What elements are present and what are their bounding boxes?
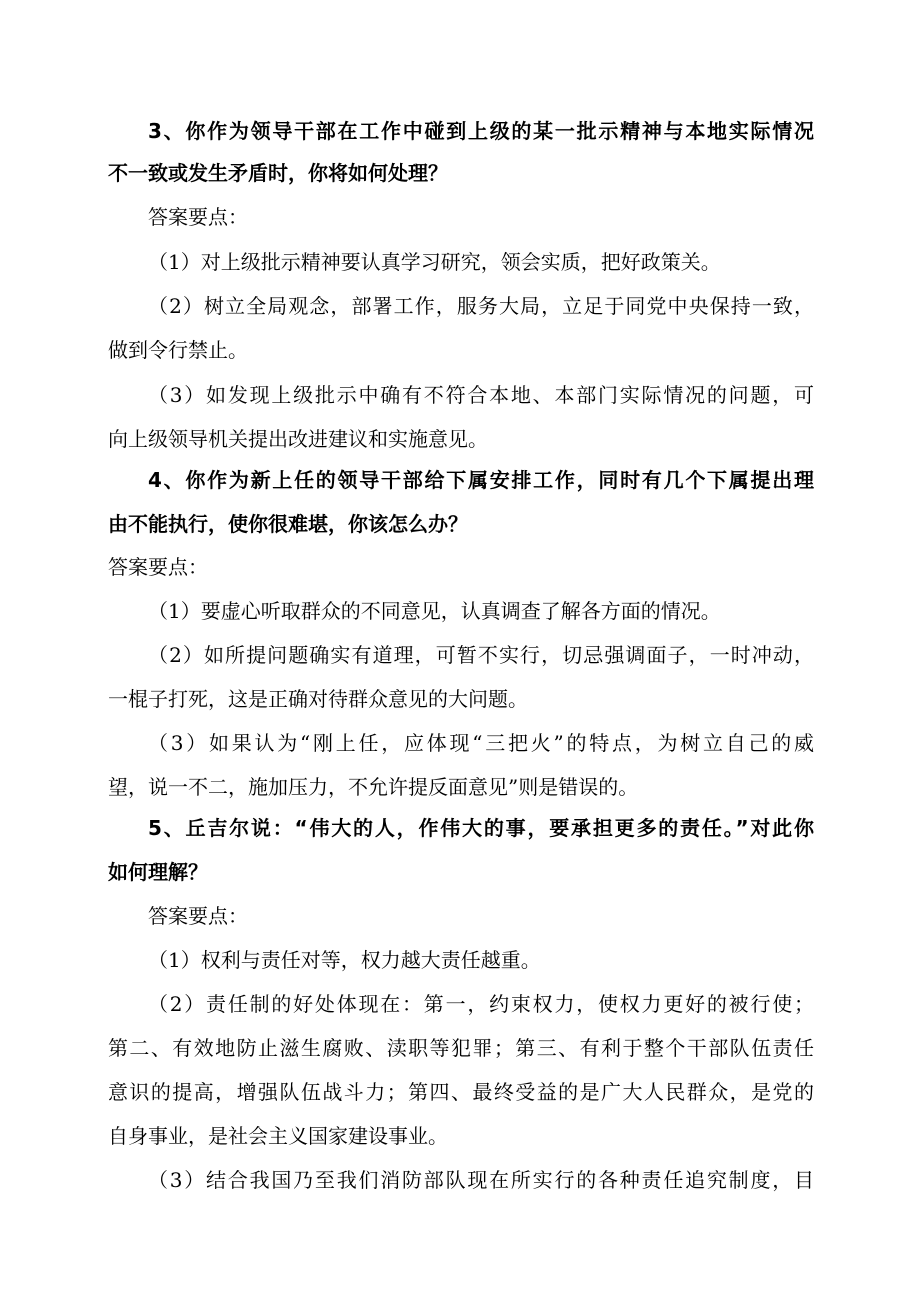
answer-label-5: 答案要点： bbox=[148, 904, 248, 928]
question-3-line-2: 不一致或发生矛盾时，你将如何处理？ bbox=[108, 161, 448, 185]
q4-point-3-line-2: 望，说一不二，施加压力，不允许提反面意见”则是错误的。 bbox=[108, 775, 639, 799]
q5-point-2-line-4: 自身事业，是社会主义国家建设事业。 bbox=[108, 1124, 448, 1148]
q3-point-3-line-1: （3）如发现上级批示中确有不符合本地、本部门实际情况的问题，可 bbox=[148, 383, 814, 407]
q4-point-2-line-1: （2）如所提问题确实有道理，可暂不实行，切忌强调面子，一时冲动， bbox=[148, 643, 814, 667]
q3-point-2-line-2: 做到令行禁止。 bbox=[108, 338, 248, 362]
q4-point-1: （1）要虚心听取群众的不同意见，认真调查了解各方面的情况。 bbox=[148, 599, 721, 623]
q5-point-3-line-1: （3）结合我国乃至我们消防部队现在所实行的各种责任追究制度，目 bbox=[148, 1168, 814, 1192]
answer-label-3: 答案要点： bbox=[148, 205, 248, 229]
q4-point-2-line-2: 一棍子打死，这是正确对待群众意见的大问题。 bbox=[108, 687, 528, 711]
q4-point-3-line-1: （3）如果认为“刚上任，应体现“三把火”的特点，为树立自己的威 bbox=[148, 731, 814, 755]
q3-point-2-line-1: （2）树立全局观念，部署工作，服务大局，立足于同党中央保持一致， bbox=[148, 294, 814, 318]
question-5-line-1: 5、丘吉尔说：“伟大的人，作伟大的事，要承担更多的责任。”对此你 bbox=[148, 816, 814, 840]
question-5-line-2: 如何理解？ bbox=[108, 860, 208, 884]
question-3-line-1: 3、你作为领导干部在工作中碰到上级的某一批示精神与本地实际情况 bbox=[148, 119, 814, 143]
q5-point-2-line-1: （2）责任制的好处体现在：第一，约束权力，使权力更好的被行使； bbox=[148, 992, 814, 1016]
q5-point-2-line-2: 第二、有效地防止滋生腐败、渎职等犯罪；第三、有利于整个干部队伍责任 bbox=[108, 1036, 814, 1060]
q5-point-1: （1）权利与责任对等，权力越大责任越重。 bbox=[148, 948, 541, 972]
q3-point-1: （1）对上级批示精神要认真学习研究，领会实质，把好政策关。 bbox=[148, 250, 721, 274]
question-4-line-1: 4、你作为新上任的领导干部给下属安排工作，同时有几个下属提出理 bbox=[148, 468, 814, 492]
q3-point-3-line-2: 向上级领导机关提出改进建议和实施意见。 bbox=[108, 427, 488, 451]
question-4-line-2: 由不能执行，使你很难堪，你该怎么办？ bbox=[108, 512, 468, 536]
answer-label-4: 答案要点： bbox=[108, 555, 208, 579]
q5-point-2-line-3: 意识的提高，增强队伍战斗力；第四、最终受益的是广大人民群众，是党的 bbox=[108, 1080, 814, 1104]
